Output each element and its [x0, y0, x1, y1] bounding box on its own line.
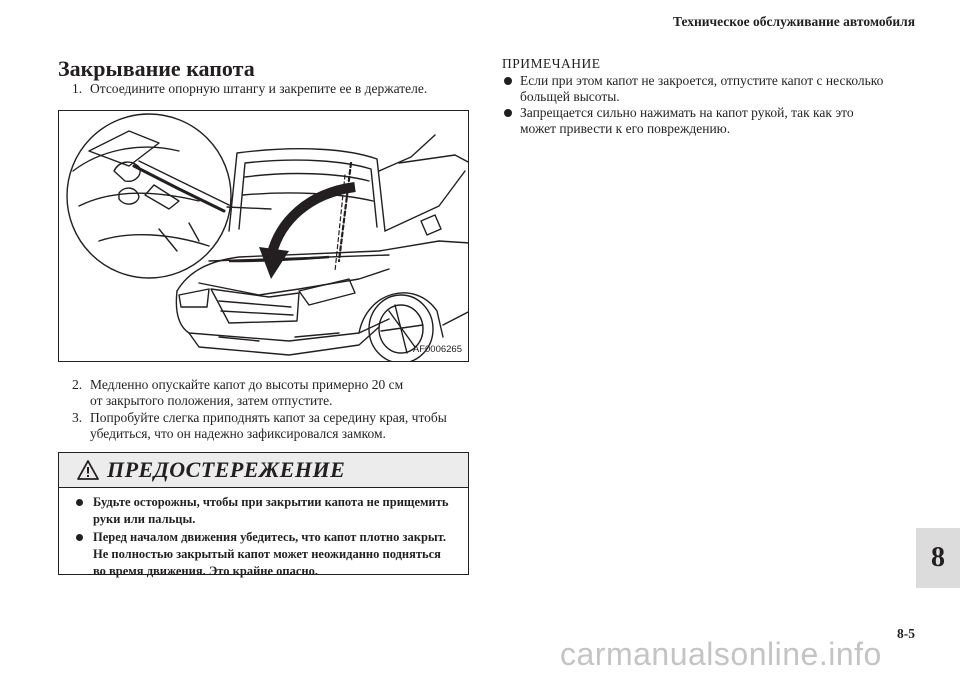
- step-text-line-1: Попробуйте слегка приподнять капот за середину края, чтобы: [90, 410, 447, 425]
- step-number: 2.: [72, 377, 83, 392]
- note-item: [500, 73, 920, 105]
- warning-title: ПРЕДОСТЕРЕЖЕНИЕ: [107, 457, 346, 482]
- warning-line: Перед началом движения убедитесь, что капот плотно закрыт.: [93, 530, 447, 544]
- header-title: Техническое обслуживание автомобиля: [673, 14, 915, 29]
- hood-closing-illustration: [58, 110, 469, 362]
- step-text: Отсоедините опорную штангу и закрепите ее в держателе.: [90, 81, 428, 96]
- section-title: Закрывание капота: [58, 56, 255, 81]
- step-text-line-1: Медленно опускайте капот до высоты примерно 20 см: [90, 377, 404, 392]
- warning-line: во время движения. Это крайне опасно.: [93, 564, 318, 578]
- note-line: больщей высоты.: [520, 89, 620, 104]
- step-number: 1.: [72, 81, 83, 96]
- step-1: [72, 81, 492, 99]
- warning-triangle-icon: [77, 460, 99, 480]
- note-line: Если при этом капот не закроется, отпустите капот с несколько: [520, 73, 884, 88]
- page-number: 8-5: [897, 626, 915, 641]
- watermark: carmanualsonline.info: [560, 636, 882, 672]
- step-number: 3.: [72, 410, 83, 425]
- note-title: ПРИМЕЧАНИЕ: [502, 56, 601, 71]
- step-text-line-2: от закрытого положения, затем отпустите.: [90, 393, 333, 408]
- warning-line: руки или пальцы.: [93, 512, 196, 526]
- warning-line: Не полностью закрытый капот может неожиданно подняться: [93, 547, 441, 561]
- warning-body: [59, 488, 468, 580]
- step-3: [72, 410, 492, 444]
- note-line: может привести к его повреждению.: [520, 121, 731, 136]
- note-line: Запрещается сильно нажимать на капот рукой, так как это: [520, 105, 854, 120]
- car-hood-drawing: [59, 111, 469, 362]
- step-text-line-2: убедиться, что он надежно зафиксировался замком.: [90, 426, 386, 441]
- bullet-icon: [504, 109, 512, 117]
- figure-code: AF0006265: [412, 344, 462, 355]
- warning-box: [58, 452, 469, 578]
- chapter-tab: 8: [916, 528, 960, 588]
- warning-header: [59, 453, 468, 488]
- bullet-icon: [504, 77, 512, 85]
- warning-item: [73, 494, 460, 528]
- bullet-icon: [76, 534, 83, 541]
- warning-line: Будьте осторожны, чтобы при закрытии капота не прищемить: [93, 495, 449, 509]
- warning-item: [73, 529, 460, 580]
- note-item: [500, 105, 920, 137]
- step-2: [72, 377, 492, 411]
- bullet-icon: [76, 499, 83, 506]
